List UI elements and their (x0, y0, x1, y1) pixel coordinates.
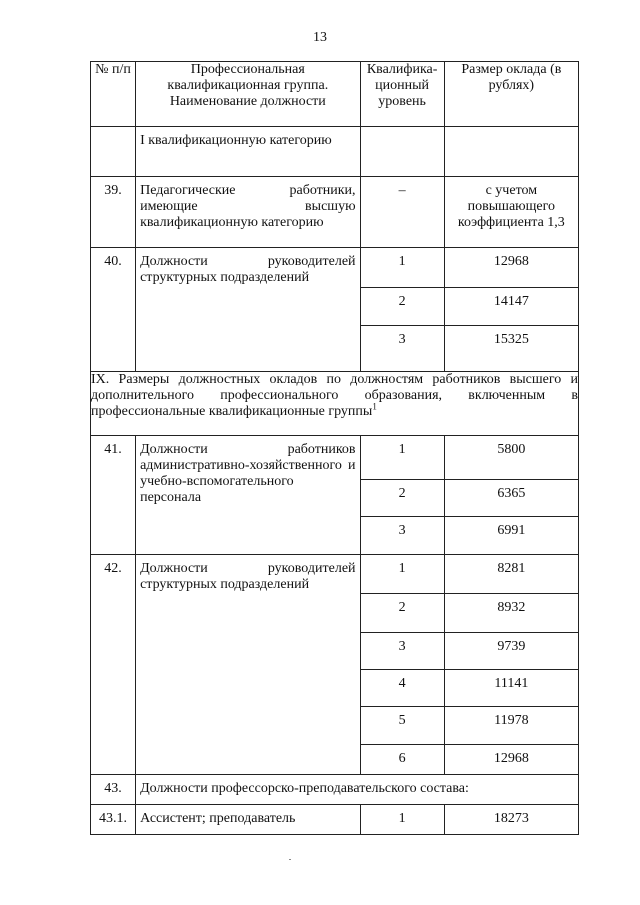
row-salary: 5800 (444, 436, 578, 480)
row-level: 1 (360, 555, 444, 594)
row-level: 2 (360, 288, 444, 326)
row-level: 2 (360, 480, 444, 517)
table-row (91, 127, 579, 177)
table-row (91, 248, 579, 288)
row-salary: 8932 (444, 594, 578, 633)
row-name: Должности профессорско-преподавательского состава: (136, 775, 579, 805)
row-name: Должности работников административно-хозяйственного и учебно-вспомогательного персонала (136, 436, 360, 555)
row-level: 6 (360, 745, 444, 775)
row-num: 42. (91, 555, 136, 775)
row-salary: 14147 (444, 288, 578, 326)
row-salary: 6991 (444, 517, 578, 555)
scan-speck (289, 859, 291, 860)
table-row (91, 555, 579, 594)
salary-table (90, 61, 579, 835)
row-num: 43. (91, 775, 136, 805)
row-num: 39. (91, 177, 136, 248)
row-level: 1 (360, 805, 444, 835)
row-level: 5 (360, 707, 444, 745)
row-name: I квалификационную категорию (136, 127, 360, 177)
row-salary: 9739 (444, 633, 578, 670)
table-row (91, 436, 579, 480)
row-salary: 12968 (444, 745, 578, 775)
header-level: Квалифика-ционный уровень (360, 62, 444, 127)
table-row (91, 805, 579, 835)
row-salary: 6365 (444, 480, 578, 517)
footnote-mark: 1 (372, 401, 377, 412)
row-level: 1 (360, 248, 444, 288)
row-level: 2 (360, 594, 444, 633)
row-salary: 11141 (444, 670, 578, 707)
row-num: 40. (91, 248, 136, 372)
row-name: Педагогические работники, имеющие высшую квалификационную категорию (136, 177, 360, 248)
row-name: Должности руководителей структурных подразделений (136, 248, 360, 372)
row-level: – (360, 177, 444, 248)
row-salary: 15325 (444, 326, 578, 372)
row-level: 3 (360, 633, 444, 670)
header-salary: Размер оклада (в рублях) (444, 62, 578, 127)
row-num: 41. (91, 436, 136, 555)
row-name: Должности руководителей структурных подразделений (136, 555, 360, 775)
header-name: Профессиональная квалификационная группа. Наименование должности (136, 62, 360, 127)
table-header-row (91, 62, 579, 127)
row-level: 3 (360, 326, 444, 372)
row-level: 3 (360, 517, 444, 555)
row-level: 1 (360, 436, 444, 480)
header-num: № п/п (91, 62, 136, 127)
page-number: 13 (313, 30, 327, 45)
row-salary: с учетом повышающего коэффициента 1,3 (444, 177, 578, 248)
row-name: Ассистент; преподаватель (136, 805, 360, 835)
row-salary: 18273 (444, 805, 578, 835)
table-row (91, 177, 579, 248)
row-salary: 11978 (444, 707, 578, 745)
row-level: 4 (360, 670, 444, 707)
table-row (91, 775, 579, 805)
row-num: 43.1. (91, 805, 136, 835)
section-heading-row (91, 372, 579, 436)
row-salary: 8281 (444, 555, 578, 594)
section-heading: IX. Размеры должностных окладов по должностям работников высшего и дополнительного профессионального образования, включенным в профессиональные квалификационные группы$^1$ (91, 372, 579, 436)
row-salary: 12968 (444, 248, 578, 288)
